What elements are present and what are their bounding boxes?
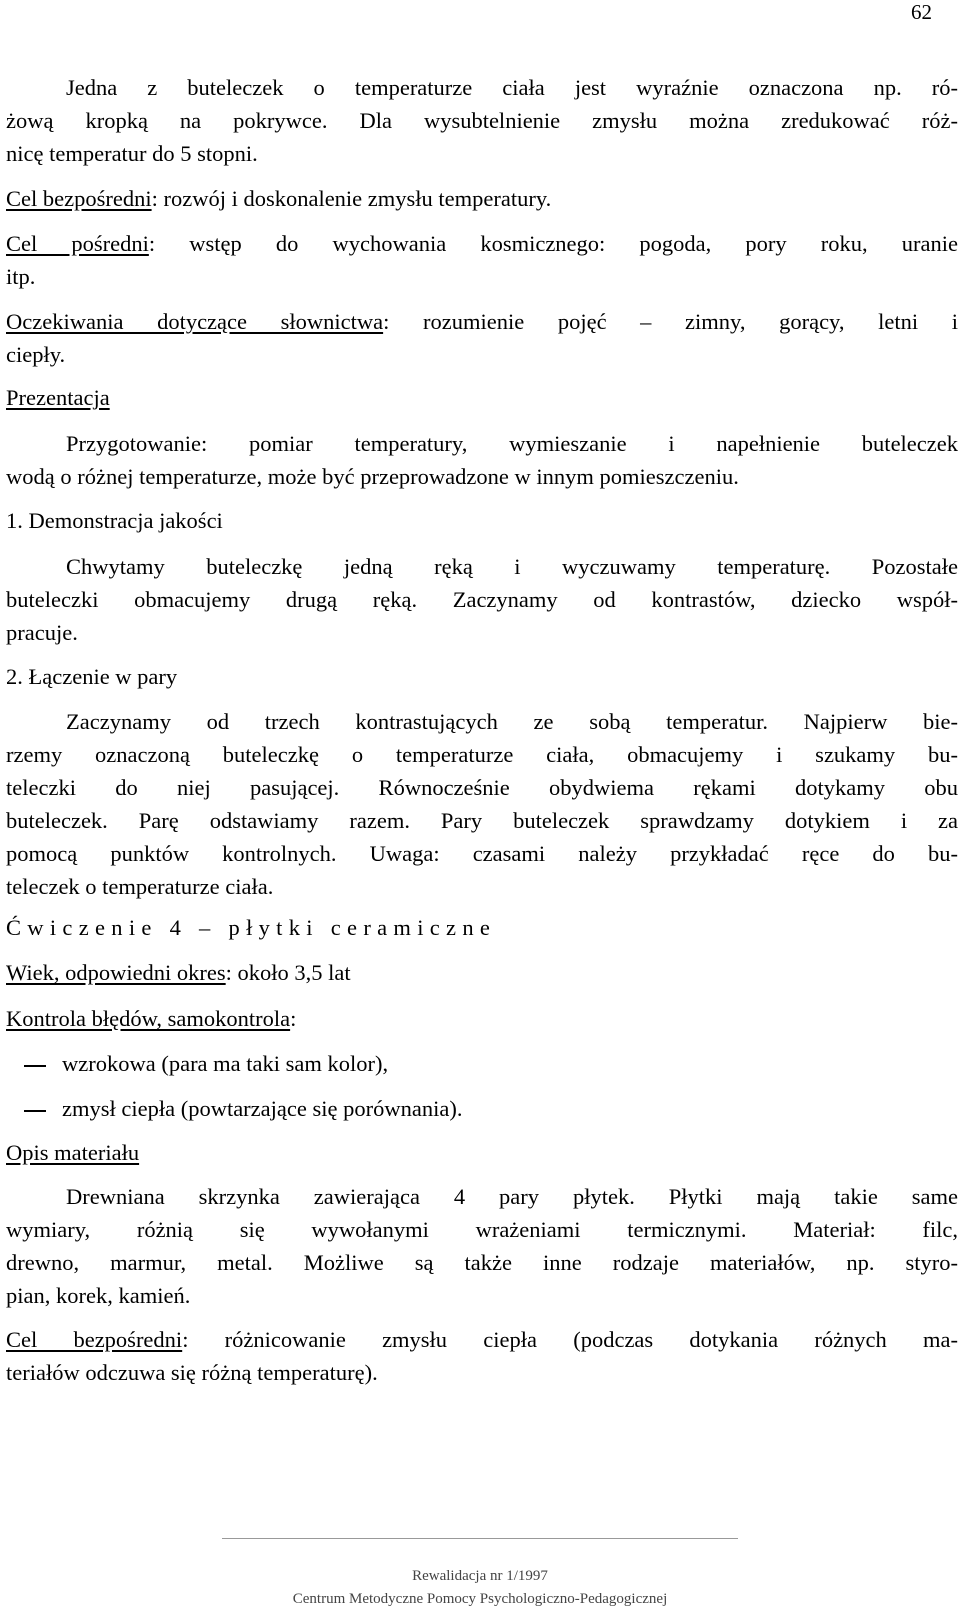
exercise-title: Ćwiczenie 4 – płytki ceramiczne bbox=[6, 915, 497, 940]
vocabulary-line bbox=[6, 305, 958, 338]
paragraph-line: Zaczynamy od trzech kontrastujących ze sobą temperatur. Najpierw bie- bbox=[66, 709, 958, 734]
step-heading-1: 1. Demonstracja jakości bbox=[6, 508, 223, 533]
indirect-goal-text: : wstęp do wychowania kosmicznego: pogoda, pory roku, uranie bbox=[148, 231, 958, 256]
age-line bbox=[6, 956, 351, 989]
paragraph-line: itp. bbox=[6, 264, 36, 289]
paragraph-line: teleczek o temperaturze ciała. bbox=[6, 874, 274, 899]
list-item bbox=[24, 1092, 462, 1125]
direct-goal-label: Cel bezpośredni bbox=[6, 186, 152, 211]
section-heading-presentation: Prezentacja bbox=[6, 385, 110, 410]
direct-goal-line-2 bbox=[6, 1323, 958, 1356]
direct-goal-line bbox=[6, 182, 551, 215]
paragraph-line: wodą o różnej temperaturze, może być przeprowadzone w innym pomieszczeniu. bbox=[6, 464, 739, 489]
paragraph-line: Drewniana skrzynka zawierająca 4 pary płytek. Płytki mają takie same bbox=[66, 1184, 958, 1209]
paragraph-line: Jedna z buteleczek o temperaturze ciała jest wyraźnie oznaczona np. ró- bbox=[66, 75, 958, 100]
direct-goal-text-2: : różnicowanie zmysłu ciepła (podczas dotykania różnych ma- bbox=[182, 1327, 958, 1352]
paragraph-line: pian, korek, kamień. bbox=[6, 1283, 191, 1308]
paragraph-line: rzemy oznaczoną buteleczkę o temperaturze ciała, obmacujemy i szukamy bu- bbox=[6, 742, 958, 767]
age-label: Wiek, odpowiedni okres bbox=[6, 960, 226, 985]
paragraph-line: pomocą punktów kontrolnych. Uwaga: czasami należy przykładać ręce do bu- bbox=[6, 841, 958, 866]
paragraph-line: pracuje. bbox=[6, 620, 78, 645]
direct-goal-label-2: Cel bezpośredni bbox=[6, 1327, 183, 1352]
age-text: : około 3,5 lat bbox=[225, 960, 351, 985]
section-heading-material: Opis materiału bbox=[6, 1140, 140, 1165]
vocabulary-label: Oczekiwania dotyczące słownictwa bbox=[6, 309, 384, 334]
paragraph-line: żową kropką na pokrywce. Dla wysubtelnienie zmysłu można zredukować róż- bbox=[6, 108, 958, 133]
footer-line-2: Centrum Metodyczne Pomocy Psychologiczno-Pedagogicznej bbox=[292, 1591, 668, 1607]
paragraph-line: buteleczki obmacujemy drugą ręką. Zaczynamy od kontrastów, dziecko współ- bbox=[6, 587, 958, 612]
dash-bullet-icon bbox=[24, 1110, 46, 1112]
list-item-text: wzrokowa (para ma taki sam kolor), bbox=[62, 1051, 389, 1076]
step-heading-2: 2. Łączenie w pary bbox=[6, 664, 178, 689]
footer-line-1: Rewalidacja nr 1/1997 bbox=[412, 1568, 548, 1584]
control-text: : bbox=[290, 1006, 297, 1031]
control-label: Kontrola błędów, samokontrola bbox=[6, 1006, 291, 1031]
indirect-goal-label: Cel pośredni bbox=[6, 231, 149, 256]
vocabulary-text: : rozumienie pojęć – zimny, gorący, letni i bbox=[383, 309, 958, 334]
footer-divider bbox=[222, 1538, 738, 1539]
paragraph-line: drewno, marmur, metal. Możliwe są także inne rodzaje materiałów, np. styro- bbox=[6, 1250, 958, 1275]
list-item bbox=[24, 1047, 388, 1080]
paragraph-line: teriałów odczuwa się różną temperaturę). bbox=[6, 1360, 378, 1385]
paragraph-line: Chwytamy buteleczkę jedną ręką i wyczuwamy temperaturę. Pozostałe bbox=[66, 554, 958, 579]
dash-bullet-icon bbox=[24, 1065, 46, 1067]
direct-goal-text: : rozwój i doskonalenie zmysłu temperatury. bbox=[151, 186, 552, 211]
page-number: 62 bbox=[911, 0, 932, 24]
paragraph-line: ciepły. bbox=[6, 342, 66, 367]
paragraph-line: wymiary, różnią się wywołanymi wrażeniami termicznymi. Materiał: filc, bbox=[6, 1217, 958, 1242]
indirect-goal-line bbox=[6, 227, 958, 260]
control-line bbox=[6, 1002, 296, 1035]
list-item-text: zmysł ciepła (powtarzające się porównania). bbox=[62, 1096, 463, 1121]
paragraph-line: nicę temperatur do 5 stopni. bbox=[6, 141, 258, 166]
paragraph-line: buteleczek. Parę odstawiamy razem. Pary buteleczek sprawdzamy dotykiem i za bbox=[6, 808, 958, 833]
paragraph-line: teleczki do niej pasującej. Równocześnie obydwiema rękami dotykamy obu bbox=[6, 775, 958, 800]
paragraph-line: Przygotowanie: pomiar temperatury, wymieszanie i napełnienie buteleczek bbox=[66, 431, 958, 456]
